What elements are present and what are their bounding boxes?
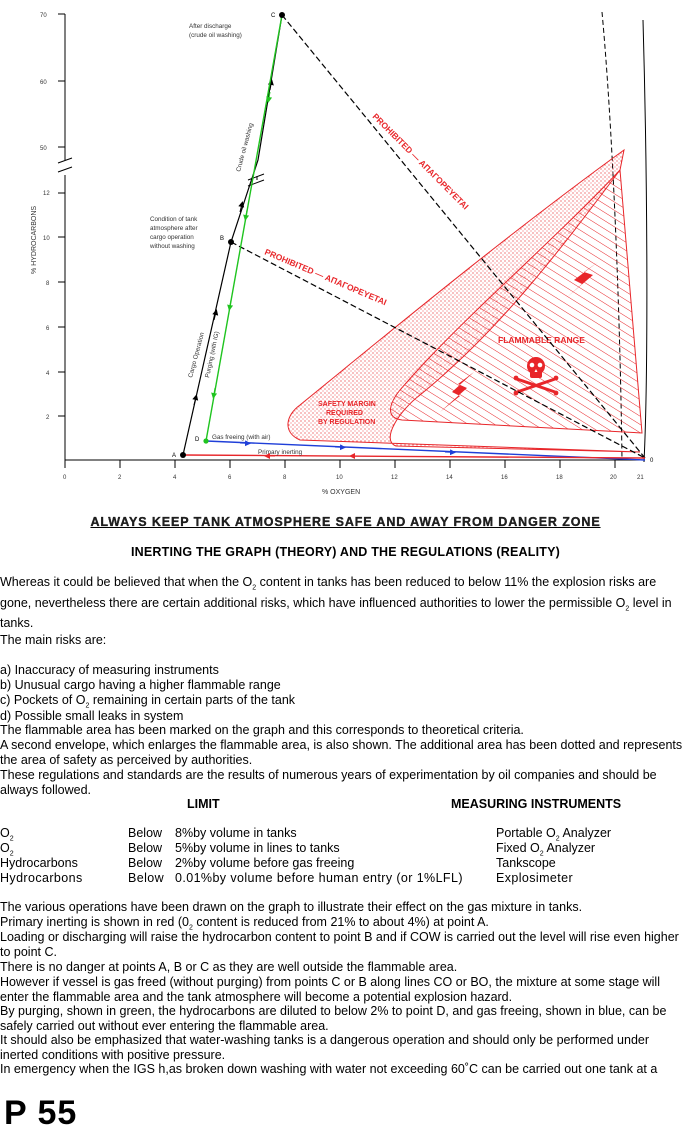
paragraph: Primary inerting is shown in red ($0_2$ content is reduced from 21% to about 4%) at point A. xyxy=(0,915,489,932)
risk-item: a) Inaccuracy of measuring instruments xyxy=(0,663,219,677)
table-cell-instrument: Tankscope xyxy=(496,856,556,870)
page-number: P 55 xyxy=(4,1094,78,1132)
y-tick-70: 70 xyxy=(40,13,47,19)
table-cell-limit: 0.01%by volume before human entry (or 1%LFL) xyxy=(175,871,463,885)
paragraph: Loading or discharging will raise the hydrocarbon content to point B and if COW is carried out the level will rise even higher to point C. xyxy=(0,930,679,959)
point-d-label: D xyxy=(195,437,200,443)
condition-label: Condition of tank xyxy=(150,216,198,223)
paragraph: However if vessel is gas freed (without purging) from points C or B along lines CO or BO, the mixture at some stage will enter the flammable area and the tank atmosphere will become a potential explosion hazard. xyxy=(0,975,660,1004)
prohibited-label-bo: PROHIBITED — ΑΠΑΓΟΡΕΥΕΤΑΙ xyxy=(263,246,389,308)
y-tick-6: 6 xyxy=(46,326,50,332)
x-tick-12: 12 xyxy=(391,475,398,481)
table-cell-limit: 5%by volume in lines to tanks xyxy=(175,841,340,855)
limit-header: LIMIT xyxy=(187,797,220,811)
table-cell-cond: Below xyxy=(128,871,165,885)
x-axis-label: % OXYGEN xyxy=(322,489,361,496)
paragraph: It should also be emphasized that water-washing tanks is a dangerous operation and should only be performed under inerted conditions with positive pressure. xyxy=(0,1033,650,1062)
risk-item: d) Possible small leaks in system xyxy=(0,709,184,723)
table-cell-cond: Below xyxy=(128,856,163,870)
table-cell-instrument: Portable $O_2$ Analyzer xyxy=(496,826,612,843)
paragraph: These regulations and standards are the results of numerous years of experimentation by oil companies and should be always followed. xyxy=(0,768,657,797)
section-heading: INERTING THE GRAPH (THEORY) AND THE REGULATIONS (REALITY) xyxy=(131,545,560,559)
y-tick-10: 10 xyxy=(43,236,50,242)
point-c-marker xyxy=(279,12,285,18)
x-tick-14: 14 xyxy=(446,475,453,481)
table-cell-limit: 2%by volume before gas freeing xyxy=(175,856,355,870)
point-a-marker xyxy=(180,452,186,458)
y-tick-60: 60 xyxy=(40,80,47,86)
paragraph: There is no danger at points A, B or C as they are well outside the flammable area. xyxy=(0,960,458,974)
point-b-marker xyxy=(228,239,234,245)
table-cell-limit: 8%by volume in tanks xyxy=(175,826,297,840)
table-cell-instrument: Fixed $O_2$ Analyzer xyxy=(496,841,596,858)
x-tick-16: 16 xyxy=(501,475,508,481)
point-zero-label: 0 xyxy=(650,458,654,464)
table-cell-instrument: Explosimeter xyxy=(496,871,574,885)
x-tick-2: 2 xyxy=(118,475,122,481)
primary-inerting-label: Primary inerting xyxy=(258,449,303,456)
y-axis-label: % HYDROCARBONS xyxy=(31,205,38,274)
x-tick-8: 8 xyxy=(283,475,287,481)
table-cell-gas: $O_2$ xyxy=(0,841,14,858)
table-cell-gas: $O_2$ xyxy=(0,826,14,843)
inerting-graph xyxy=(0,0,691,500)
y-tick-8: 8 xyxy=(46,281,50,287)
after-discharge-label: After discharge xyxy=(189,23,232,30)
paragraph: The various operations have been drawn on the graph to illustrate their effect on the gas mixture in tanks. xyxy=(0,900,583,914)
instruments-header: MEASURING INSTRUMENTS xyxy=(451,797,622,811)
point-c-label: C xyxy=(271,13,276,19)
safety-banner: ALWAYS KEEP TANK ATMOSPHERE SAFE AND AWAY FROM DANGER ZONE xyxy=(90,515,601,529)
purging-label: Purging (with IG) xyxy=(204,330,221,379)
purging-path xyxy=(206,15,282,441)
crude-oil-washing-label: Crude oil washing xyxy=(235,122,255,173)
table-cell-cond: Below xyxy=(128,826,163,840)
main-risks-heading: The main risks are: xyxy=(0,633,107,647)
paragraph: A second envelope, which enlarges the flammable area, is also shown. The additional area has been dotted and represents the area of safety as perceived by authorities. xyxy=(0,738,683,767)
x-tick-4: 4 xyxy=(173,475,177,481)
y-tick-2: 2 xyxy=(46,415,50,421)
intro-paragraph: Whereas it could be believed that when the $O_2$ content in tanks has been reduced to below 11% the explosion risks are gone, nevertheless there are certain additional risks, which have influenced authorities to lower the permissible $O_2$ level in tanks. xyxy=(0,575,672,630)
condition-label: without washing xyxy=(150,243,195,250)
table-cell-gas: Hydrocarbons xyxy=(0,871,83,885)
risk-item: b) Unusual cargo having a higher flammable range xyxy=(0,678,281,692)
x-tick-0: 0 xyxy=(63,475,67,481)
after-discharge-label: (crude oil washing) xyxy=(189,32,242,39)
paragraph: By purging, shown in green, the hydrocarbons are diluted to below 2% to point D, and gas freeing, shown in blue, can be safely carried out without ever entering the flammable area. xyxy=(0,1004,667,1033)
y-tick-4: 4 xyxy=(46,371,50,377)
point-d-marker xyxy=(203,438,208,443)
x-tick-labels xyxy=(63,475,644,481)
safety-margin-label: REQUIRED xyxy=(326,410,363,417)
y-tick-12: 12 xyxy=(43,191,50,197)
cargo-operation-path xyxy=(183,15,282,455)
risk-item: c) Pockets of $O_2$ remaining in certain parts of the tank xyxy=(0,693,296,710)
table-cell-cond: Below xyxy=(128,841,163,855)
x-tick-6: 6 xyxy=(228,475,232,481)
condition-label: atmosphere after xyxy=(150,225,198,232)
x-tick-18: 18 xyxy=(556,475,563,481)
point-b-label: B xyxy=(220,236,225,242)
x-tick-10: 10 xyxy=(336,475,343,481)
prohibited-label-co: PROHIBITED — ΑΠΑΓΟΡΕΥΕΤΑΙ xyxy=(370,111,471,212)
y-tick-50: 50 xyxy=(40,146,47,152)
x-tick-20: 20 xyxy=(610,475,617,481)
y-tick-labels xyxy=(40,13,50,421)
cargo-operation-label: Cargo Operation xyxy=(187,331,206,379)
flammable-range-label: FLAMMABLE RANGE xyxy=(498,335,585,345)
condition-label: cargo operation xyxy=(150,234,194,241)
table-cell-gas: Hydrocarbons xyxy=(0,856,78,870)
paragraph: The flammable area has been marked on the graph and this corresponds to theoretical criteria. xyxy=(0,723,524,737)
point-a-label: A xyxy=(172,453,177,459)
paragraph: In emergency when the IGS h,as broken down washing with water not exceeding 60˚C can be carried out one tank at a xyxy=(0,1062,658,1076)
gas-freeing-label: Gas freeing (with air) xyxy=(212,434,271,441)
safety-margin-label: BY REGULATION xyxy=(318,419,376,426)
x-tick-21: 21 xyxy=(637,475,644,481)
safety-margin-label: SAFETY MARGIN xyxy=(318,401,376,408)
